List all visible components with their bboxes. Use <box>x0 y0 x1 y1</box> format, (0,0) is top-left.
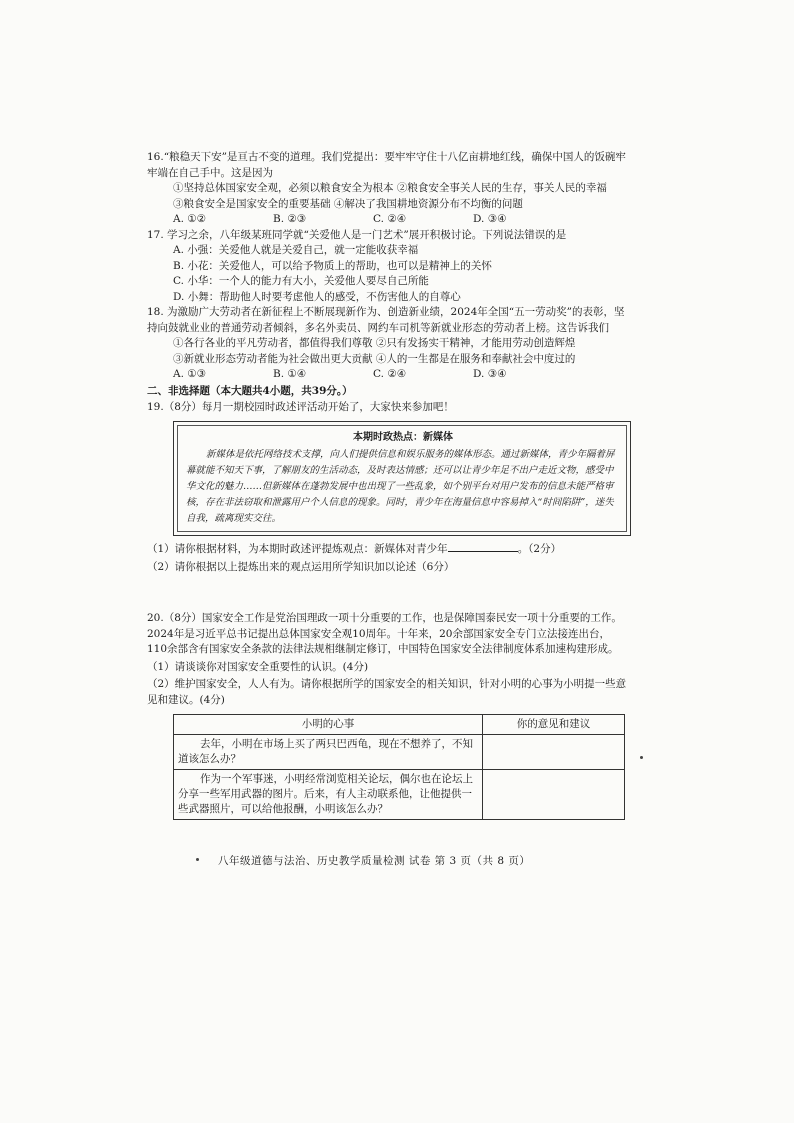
speck-mark <box>196 858 199 861</box>
question-stem: 17. 学习之余，八年级某班同学就“关爱他人是一门艺术”展开积极讨论。下列说法错误的是 <box>147 228 567 241</box>
table-row <box>174 735 625 770</box>
option-c: C. ②④ <box>373 368 407 380</box>
question-stem: 18. 为激励广大劳动者在新征程上不断展现新作为、创造新业绩，2024年全国“五一劳动奖”的表彰，坚持向鼓就业业的普通劳动者倾斜，多名外卖员、网约车司机等新就业形态的劳动者上榜。这告诉我们 <box>147 306 625 334</box>
sub-question-2: （2）维护国家安全，人人有为。请你根据所学的国家安全的相关知识，针对小明的心事为小明提一些意见和建议。(4分) <box>147 678 627 706</box>
table-header: 你的意见和建议 <box>483 715 625 735</box>
option-c: C. ②④ <box>373 213 407 225</box>
question-18 <box>147 305 627 383</box>
page-footer: 八年级道德与法治、历史教学质量检测 试卷 第 3 页（共 8 页） <box>218 855 531 867</box>
question-16 <box>147 150 627 228</box>
table-cell-answer[interactable] <box>483 770 625 820</box>
page-content <box>147 150 627 820</box>
question-stem: 19.（8分）每月一期校园时政述评活动开始了，大家快来参加吧！ <box>147 401 454 413</box>
advice-table <box>173 714 625 820</box>
option-d: D. ③④ <box>473 213 507 225</box>
option-a: A. ①② <box>173 213 207 225</box>
sub-question-1 <box>147 540 627 558</box>
question-stem: 16.“粮稳天下安”是亘古不变的道理。我们党提出：要牢牢守住十八亿亩耕地红线，确保中国人的饭碗牢牢端在自己手中。这是因为 <box>147 151 626 179</box>
options-row <box>147 212 627 228</box>
table-cell-answer[interactable] <box>483 735 625 770</box>
table-header-row <box>174 715 625 735</box>
material-title: 本期时政热点：新媒体 <box>353 431 453 443</box>
table-cell-concern: 作为一个军事迷，小明经常浏览相关论坛，偶尔也在论坛上分享一些军用武器的图片。后来，有人主动联系他，让他提供一些武器照片，可以给他报酬，小明该怎么办？ <box>174 770 483 820</box>
question-19 <box>147 400 627 575</box>
answer-blank[interactable] <box>448 540 518 552</box>
option-b: B. 小花：关爱他人，可以给予物质上的帮助，也可以是精神上的关怀 <box>173 259 492 272</box>
options-row <box>147 367 627 383</box>
question-20 <box>147 611 627 820</box>
statement-line: ③新就业形态劳动者能为社会做出更大贡献 ④人的一生都是在服务和奉献社会中度过的 <box>173 352 576 365</box>
option-d: D. ③④ <box>473 368 507 380</box>
option-a: A. 小强：关爱他人就是关爱自己，就一定能收获幸福 <box>173 244 419 256</box>
table-header: 小明的心事 <box>174 715 483 735</box>
answer-space <box>147 577 627 611</box>
statement-line: ①各行各业的平凡劳动者，都值得我们尊敬 ②只有发扬实干精神，才能用劳动创造辉煌 <box>173 337 576 349</box>
question-17 <box>147 228 627 306</box>
option-a: A. ①③ <box>173 368 207 380</box>
material-box-inner <box>177 425 627 533</box>
option-c: C. 小华：一个人的能力有大小，关爱他人要尽自己所能 <box>173 275 429 287</box>
sub-question-1: （1）请谈谈你对国家安全重要性的认识。(4分) <box>147 660 369 673</box>
option-d: D. 小舞：帮助他人时要考虑他人的感受，不伤害他人的自尊心 <box>173 290 461 303</box>
statement-line: ③粮食安全是国家安全的重要基础 ④解决了我国耕地资源分布不均衡的问题 <box>173 197 523 210</box>
speck-mark <box>640 756 643 759</box>
option-b: B. ①④ <box>273 368 307 380</box>
option-b: B. ②③ <box>273 213 307 225</box>
table-row <box>174 770 625 820</box>
sub-question-2: （2）请你根据以上提炼出来的观点运用所学知识加以论述（6分） <box>147 560 455 573</box>
material-box <box>173 421 631 537</box>
question-stem: 20.（8分）国家安全工作是党治国理政一项十分重要的工作，也是保障国泰民安一项十分重要的工作。2024年是习近平总书记提出总体国家安全观10周年。十年来，20余部国家安全专门立法接连出台，110余部含有国家安全条款的法律法规相继制定修订，中国特色国家安全法律制度体系加速构建形成。 <box>147 612 622 655</box>
sub-question-text: （1）请你根据材料，为本期时政述评提炼观点：新媒体对青少年 <box>147 543 448 555</box>
section-heading: 二、非选择题（本大题共4小题，共39分。） <box>147 384 353 397</box>
table-cell-concern: 去年，小明在市场上买了两只巴西龟，现在不想养了，不知道该怎么办？ <box>174 735 483 770</box>
material-text: 新媒体是依托网络技术支撑，向人们提供信息和娱乐服务的媒体形态。通过新媒体，青少年隔着屏幕就能不知天下事，了解朋友的生活动态，及时表达情感；还可以让青少年足不出户走近文物，感受中华文化的魅力……但新媒体在蓬勃发展中也出现了一些乱象，如个别平台对用户发布的信息未能严格审核，存在非法窃取和泄露用户个人信息的现象。同时，青少年在海量信息中容易掉入“时间陷阱”，迷失自我，疏离现实交往。 <box>186 449 615 524</box>
statement-line: ①坚持总体国家安全观，必须以粮食安全为根本 ②粮食安全事关人民的生存，事关人民的幸福 <box>173 182 607 194</box>
sub-question-score: 。（2分） <box>517 543 562 555</box>
